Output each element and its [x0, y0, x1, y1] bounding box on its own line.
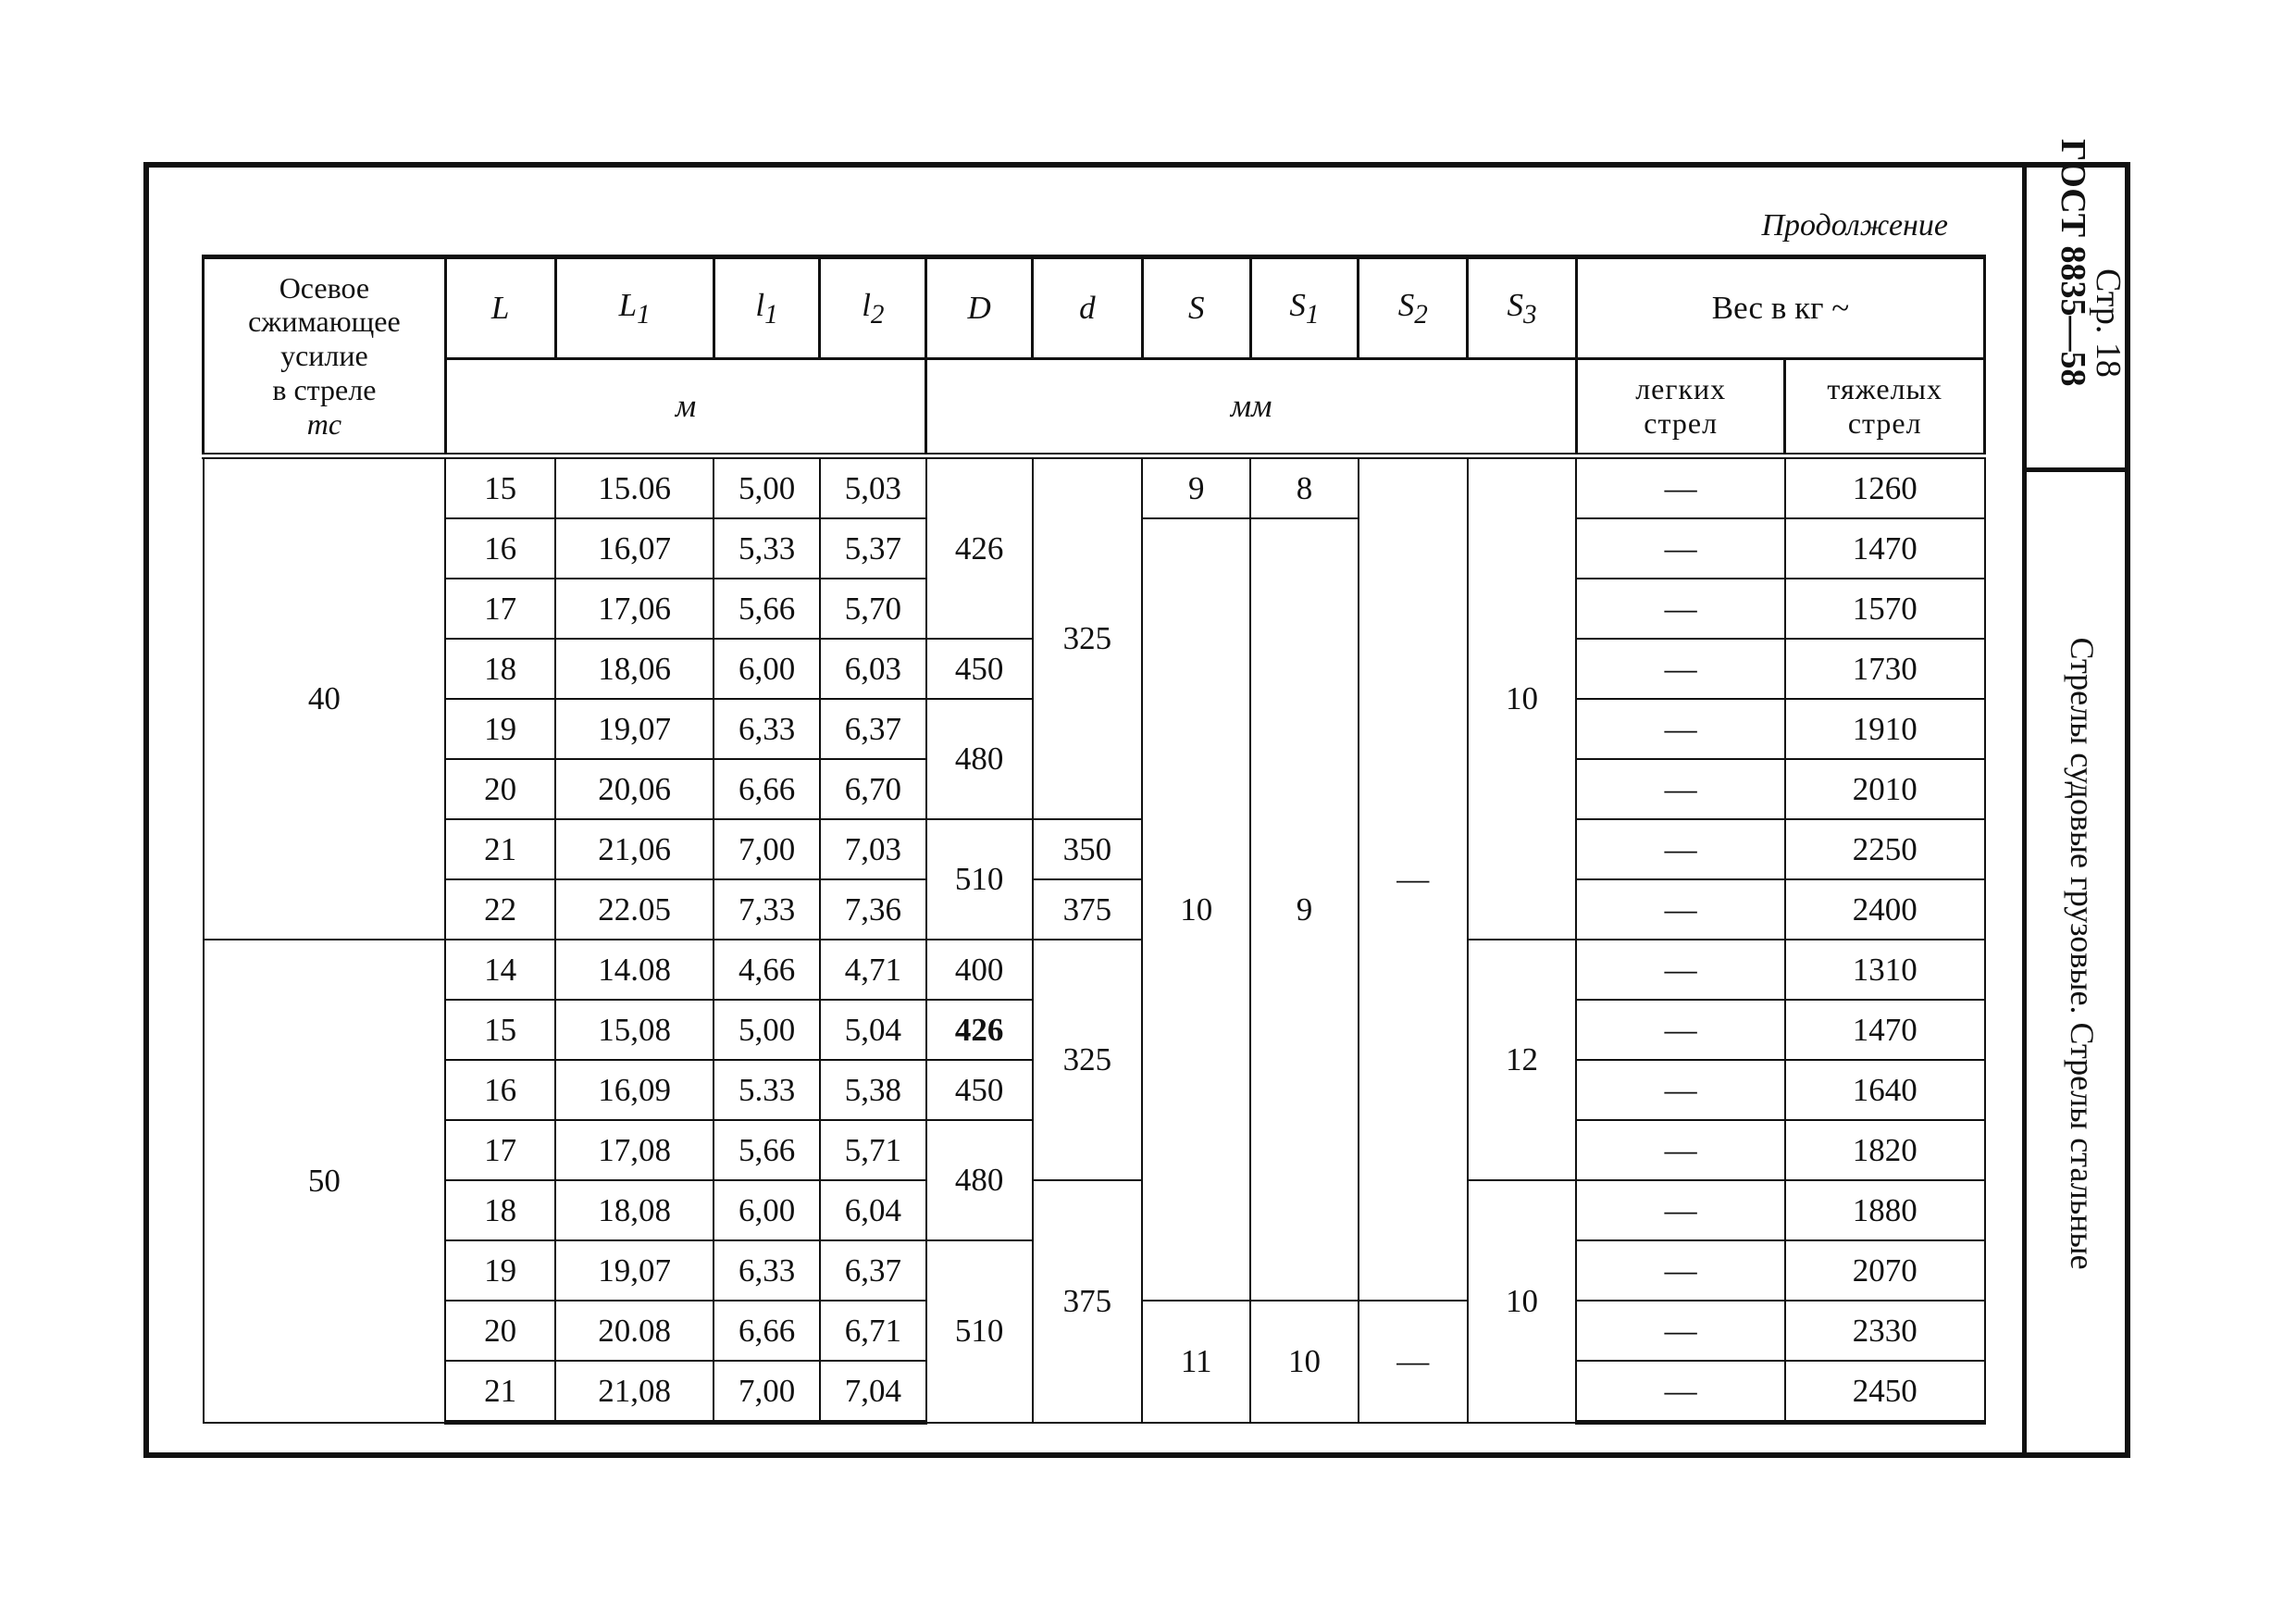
S3-cell: 10: [1468, 1180, 1577, 1423]
table-cell: 1310: [1785, 940, 1985, 1000]
table-cell: 1570: [1785, 579, 1985, 639]
S2-cell: —: [1359, 1301, 1468, 1423]
table-cell: 15.06: [555, 456, 714, 519]
table-cell: —: [1576, 819, 1785, 879]
col-d: [1033, 257, 1143, 359]
table-row: [204, 1180, 1985, 1240]
S-cell: 11: [1142, 1301, 1250, 1423]
table-cell: 1470: [1785, 1000, 1985, 1060]
table-cell: —: [1576, 759, 1785, 819]
table-cell: —: [1576, 1180, 1785, 1240]
table-cell: 6,71: [820, 1301, 926, 1361]
table-cell: 1640: [1785, 1060, 1985, 1120]
header-text: S: [1289, 286, 1306, 323]
header-text: сжимающее: [248, 305, 401, 339]
table-cell: 21,08: [555, 1361, 714, 1423]
table-cell: —: [1576, 518, 1785, 579]
table-cell: 4,71: [820, 940, 926, 1000]
header-text: 3: [1522, 299, 1537, 330]
header-text: d: [1079, 290, 1096, 326]
d-cell: 375: [1033, 1180, 1143, 1423]
D-cell: 510: [926, 1240, 1033, 1423]
table-cell: 21: [445, 819, 555, 879]
table-cell: 20: [445, 759, 555, 819]
table-cell: 17,06: [555, 579, 714, 639]
table-cell: 19: [445, 699, 555, 759]
header-text: Осевое: [279, 270, 370, 305]
table-cell: 16,07: [555, 518, 714, 579]
D-cell: 510: [926, 819, 1033, 940]
table-cell: 19: [445, 1240, 555, 1301]
d-cell: 350: [1033, 819, 1143, 879]
table-cell: 17,08: [555, 1120, 714, 1180]
table-row: [204, 940, 1985, 1000]
table-cell: 5,71: [820, 1120, 926, 1180]
table-cell: 2010: [1785, 759, 1985, 819]
table-cell: 7,03: [820, 819, 926, 879]
header-text: S: [1397, 286, 1415, 323]
S2-cell: —: [1359, 456, 1468, 1301]
table-cell: 21: [445, 1361, 555, 1423]
table-cell: 18: [445, 639, 555, 699]
table-cell: —: [1576, 879, 1785, 940]
table-row: [204, 456, 1985, 519]
D-cell: 450: [926, 1060, 1033, 1120]
table-cell: 1260: [1785, 456, 1985, 519]
table-cell: 1880: [1785, 1180, 1985, 1240]
table-cell: 22.05: [555, 879, 714, 940]
table-cell: —: [1576, 940, 1785, 1000]
table-cell: —: [1576, 1120, 1785, 1180]
table-row: [204, 819, 1985, 879]
table-cell: 5,38: [820, 1060, 926, 1120]
header-text: стрел: [1847, 406, 1922, 440]
weight-header: [1576, 257, 1984, 359]
table-cell: 4,66: [714, 940, 820, 1000]
standard-number: ГОСТ 8835—58: [2054, 139, 2092, 387]
header-text: 1: [764, 299, 778, 330]
header-text: легких: [1635, 372, 1727, 406]
data-table: [202, 255, 1986, 1425]
table-cell: —: [1576, 1000, 1785, 1060]
table-cell: 1820: [1785, 1120, 1985, 1180]
table-cell: 6,00: [714, 1180, 820, 1240]
table-cell: —: [1576, 1240, 1785, 1301]
table-cell: 6,37: [820, 1240, 926, 1301]
header-text: тяжелых: [1827, 372, 1943, 406]
header-text: 2: [870, 299, 885, 330]
table-cell: 2330: [1785, 1301, 1985, 1361]
table-cell: 17: [445, 579, 555, 639]
header-text: L: [618, 286, 638, 323]
table-cell: 16,09: [555, 1060, 714, 1120]
table-cell: 18,08: [555, 1180, 714, 1240]
table-cell: 19,07: [555, 699, 714, 759]
header-text: L: [490, 290, 510, 326]
D-cell: 400: [926, 940, 1033, 1000]
table-cell: 2070: [1785, 1240, 1985, 1301]
table-cell: 5,04: [820, 1000, 926, 1060]
unit-mm: мм: [926, 359, 1577, 456]
table-cell: 22: [445, 879, 555, 940]
table-row: [204, 879, 1985, 940]
table-cell: 16: [445, 1060, 555, 1120]
header-text: 1: [637, 299, 651, 330]
light-booms-header: [1576, 359, 1785, 456]
S1-cell: 8: [1250, 456, 1359, 519]
table-cell: 5,66: [714, 579, 820, 639]
table-cell: 2400: [1785, 879, 1985, 940]
col-S: [1142, 257, 1250, 359]
table-cell: 7,36: [820, 879, 926, 940]
table-cell: 1730: [1785, 639, 1985, 699]
table-cell: 20: [445, 1301, 555, 1361]
table-cell: 2250: [1785, 819, 1985, 879]
table-cell: —: [1576, 1301, 1785, 1361]
table-cell: 20,06: [555, 759, 714, 819]
header-text: D: [967, 290, 991, 326]
header-text: Вес в кг ~: [1711, 290, 1850, 326]
col-S3: [1468, 257, 1577, 359]
header-text: S: [1187, 290, 1205, 326]
header-text: 1: [1305, 299, 1320, 330]
table-cell: 15: [445, 1000, 555, 1060]
side-divider: [2027, 467, 2130, 472]
header-text: в стреле: [272, 372, 377, 406]
table-cell: 1910: [1785, 699, 1985, 759]
page-number: Стр. 18: [2089, 268, 2128, 378]
S-cell: 9: [1142, 456, 1250, 519]
table-cell: 5.33: [714, 1060, 820, 1120]
force-header: [204, 257, 446, 456]
table-cell: —: [1576, 639, 1785, 699]
force-cell: 40: [204, 456, 446, 940]
col-l1: [714, 257, 820, 359]
table-cell: 5,37: [820, 518, 926, 579]
table-cell: 14.08: [555, 940, 714, 1000]
table-cell: 5,00: [714, 456, 820, 519]
table-cell: —: [1576, 699, 1785, 759]
col-L: [445, 257, 555, 359]
table-cell: 6,04: [820, 1180, 926, 1240]
table-cell: 5,00: [714, 1000, 820, 1060]
table-cell: —: [1576, 579, 1785, 639]
table-cell: 7,04: [820, 1361, 926, 1423]
header-text: 2: [1414, 299, 1428, 330]
continuation-label: Продолжение: [1761, 208, 1948, 243]
col-S1: [1250, 257, 1359, 359]
D-cell: 480: [926, 1120, 1033, 1240]
table-cell: 1470: [1785, 518, 1985, 579]
table-cell: 6,66: [714, 759, 820, 819]
D-cell: 450: [926, 639, 1033, 699]
table-cell: 19,07: [555, 1240, 714, 1301]
D-cell: 480: [926, 699, 1033, 819]
table-cell: 16: [445, 518, 555, 579]
header-text: l: [755, 286, 765, 323]
D-cell: 426: [926, 1000, 1033, 1060]
table-cell: 20.08: [555, 1301, 714, 1361]
table-cell: 6,33: [714, 699, 820, 759]
header-text: S: [1507, 286, 1523, 323]
header-text: стрел: [1644, 406, 1719, 440]
table-cell: 5,66: [714, 1120, 820, 1180]
table-cell: —: [1576, 1361, 1785, 1423]
table-cell: 7,33: [714, 879, 820, 940]
table-cell: 6,70: [820, 759, 926, 819]
table-cell: 5,33: [714, 518, 820, 579]
table-cell: 17: [445, 1120, 555, 1180]
S3-cell: 10: [1468, 456, 1577, 940]
col-S2: [1359, 257, 1468, 359]
S1-cell: 9: [1250, 518, 1359, 1301]
D-cell: 426: [926, 456, 1033, 640]
table-cell: 18: [445, 1180, 555, 1240]
table-cell: 14: [445, 940, 555, 1000]
table-cell: 7,00: [714, 819, 820, 879]
S-cell: 10: [1142, 518, 1250, 1301]
S1-cell: 10: [1250, 1301, 1359, 1423]
table-cell: 15: [445, 456, 555, 519]
table-cell: 5,70: [820, 579, 926, 639]
col-l2: [820, 257, 926, 359]
table-cell: 15,08: [555, 1000, 714, 1060]
d-cell: 375: [1033, 879, 1143, 940]
table-cell: 6,00: [714, 639, 820, 699]
table-cell: 2450: [1785, 1361, 1985, 1423]
unit-m: м: [445, 359, 925, 456]
force-cell: 50: [204, 940, 446, 1423]
col-L1: [555, 257, 714, 359]
header-text: тс: [306, 406, 342, 441]
table-cell: 6,03: [820, 639, 926, 699]
d-cell: 325: [1033, 456, 1143, 820]
table-cell: —: [1576, 1060, 1785, 1120]
table-cell: 18,06: [555, 639, 714, 699]
header-text: l: [862, 286, 871, 323]
table-cell: 6,37: [820, 699, 926, 759]
table-cell: 6,33: [714, 1240, 820, 1301]
table-cell: —: [1576, 456, 1785, 519]
heavy-booms-header: [1785, 359, 1985, 456]
S3-cell: 12: [1468, 940, 1577, 1180]
side-title: Стрелы судовые грузовые. Стрелы стальные: [2064, 637, 2101, 1270]
col-D: [926, 257, 1033, 359]
table-cell: 6,66: [714, 1301, 820, 1361]
d-cell: 325: [1033, 940, 1143, 1180]
table-cell: 21,06: [555, 819, 714, 879]
header-text: усилие: [280, 339, 368, 373]
table-cell: 7,00: [714, 1361, 820, 1423]
table-cell: 5,03: [820, 456, 926, 519]
